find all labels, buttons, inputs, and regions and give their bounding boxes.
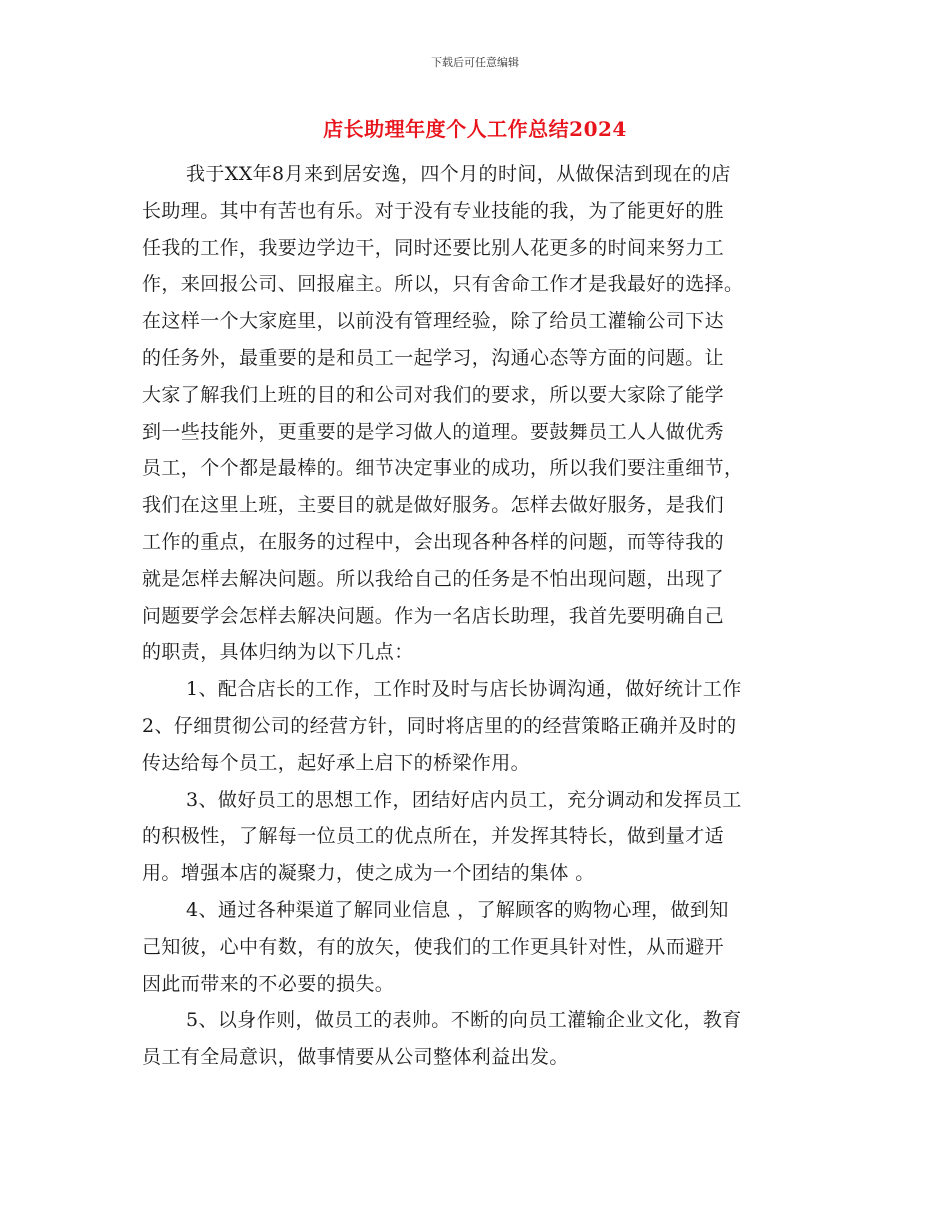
text-line: 员工有全局意识，做事情要从公司整体利益出发。 (142, 1046, 569, 1069)
text-line: 5、以身作则，做员工的表帅。不断的向员工灌输企业文化，教育 (186, 1009, 742, 1032)
text-line: 1、配合店长的工作，工作时及时与店长协调沟通，做好统计工作 (186, 678, 742, 701)
text-line: 2、仔细贯彻公司的经营方针，同时将店里的的经营策略正确并及时的 (142, 714, 737, 737)
text-line: 在这样一个大家庭里，以前没有管理经验，除了给员工灌输公司下达 (142, 310, 725, 333)
text-line: 己知彼，心中有数，有的放矢，使我们的工作更具针对性，从而避开 (142, 935, 725, 958)
document-title: 店长助理年度个人工作总结2024 (323, 117, 627, 141)
text-line: 传达给每个员工，起好承上启下的桥梁作用。 (142, 751, 531, 774)
text-line: 任我的工作，我要边学边干，同时还要比别人花更多的时间来努力工 (142, 236, 725, 259)
text-line: 长助理。其中有苦也有乐。对于没有专业技能的我，为了能更好的胜 (142, 199, 725, 222)
text-line: 员工，个个都是最棒的。细节决定事业的成功，所以我们要注重细节， (142, 457, 744, 480)
header-note: 下载后可任意编辑 (431, 56, 519, 69)
text-line: 的积极性，了解每一位员工的优点所在，并发挥其特长，做到量才适 (142, 825, 725, 848)
text-line: 用。增强本店的凝聚力，使之成为一个团结的集体 。 (142, 862, 595, 885)
text-line: 问题要学会怎样去解决问题。作为一名店长助理，我首先要明确自己 (142, 604, 725, 627)
text-line: 因此而带来的不必要的损失。 (142, 972, 395, 995)
text-line: 3、做好员工的思想工作，团结好店内员工，充分调动和发挥员工 (186, 788, 742, 811)
text-line: 就是怎样去解决问题。所以我给自己的任务是不怕出现问题，出现了 (142, 567, 725, 590)
text-line: 我于XX年8月来到居安逸，四个月的时间，从做保洁到现在的店 (186, 163, 731, 185)
text-line: 工作的重点，在服务的过程中，会出现各种各样的问题，而等待我的 (142, 530, 725, 553)
text-line: 我们在这里上班，主要目的就是做好服务。怎样去做好服务，是我们 (142, 494, 725, 517)
document-body (142, 156, 807, 1076)
text-line: 大家了解我们上班的目的和公司对我们的要求，所以要大家除了能学 (142, 383, 725, 406)
text-line: 到一些技能外，更重要的是学习做人的道理。要鼓舞员工人人做优秀 (142, 420, 725, 443)
text-line: 作，来回报公司、回报雇主。所以，只有舍命工作才是我最好的选择。 (142, 273, 744, 296)
text-line: 的任务外，最重要的是和员工一起学习，沟通心态等方面的问题。让 (142, 346, 725, 369)
text-line: 的职责，具体归纳为以下几点： (142, 641, 414, 664)
text-line: 4、通过各种渠道了解同业信息 ，了解顾客的购物心理，做到知 (186, 898, 729, 921)
